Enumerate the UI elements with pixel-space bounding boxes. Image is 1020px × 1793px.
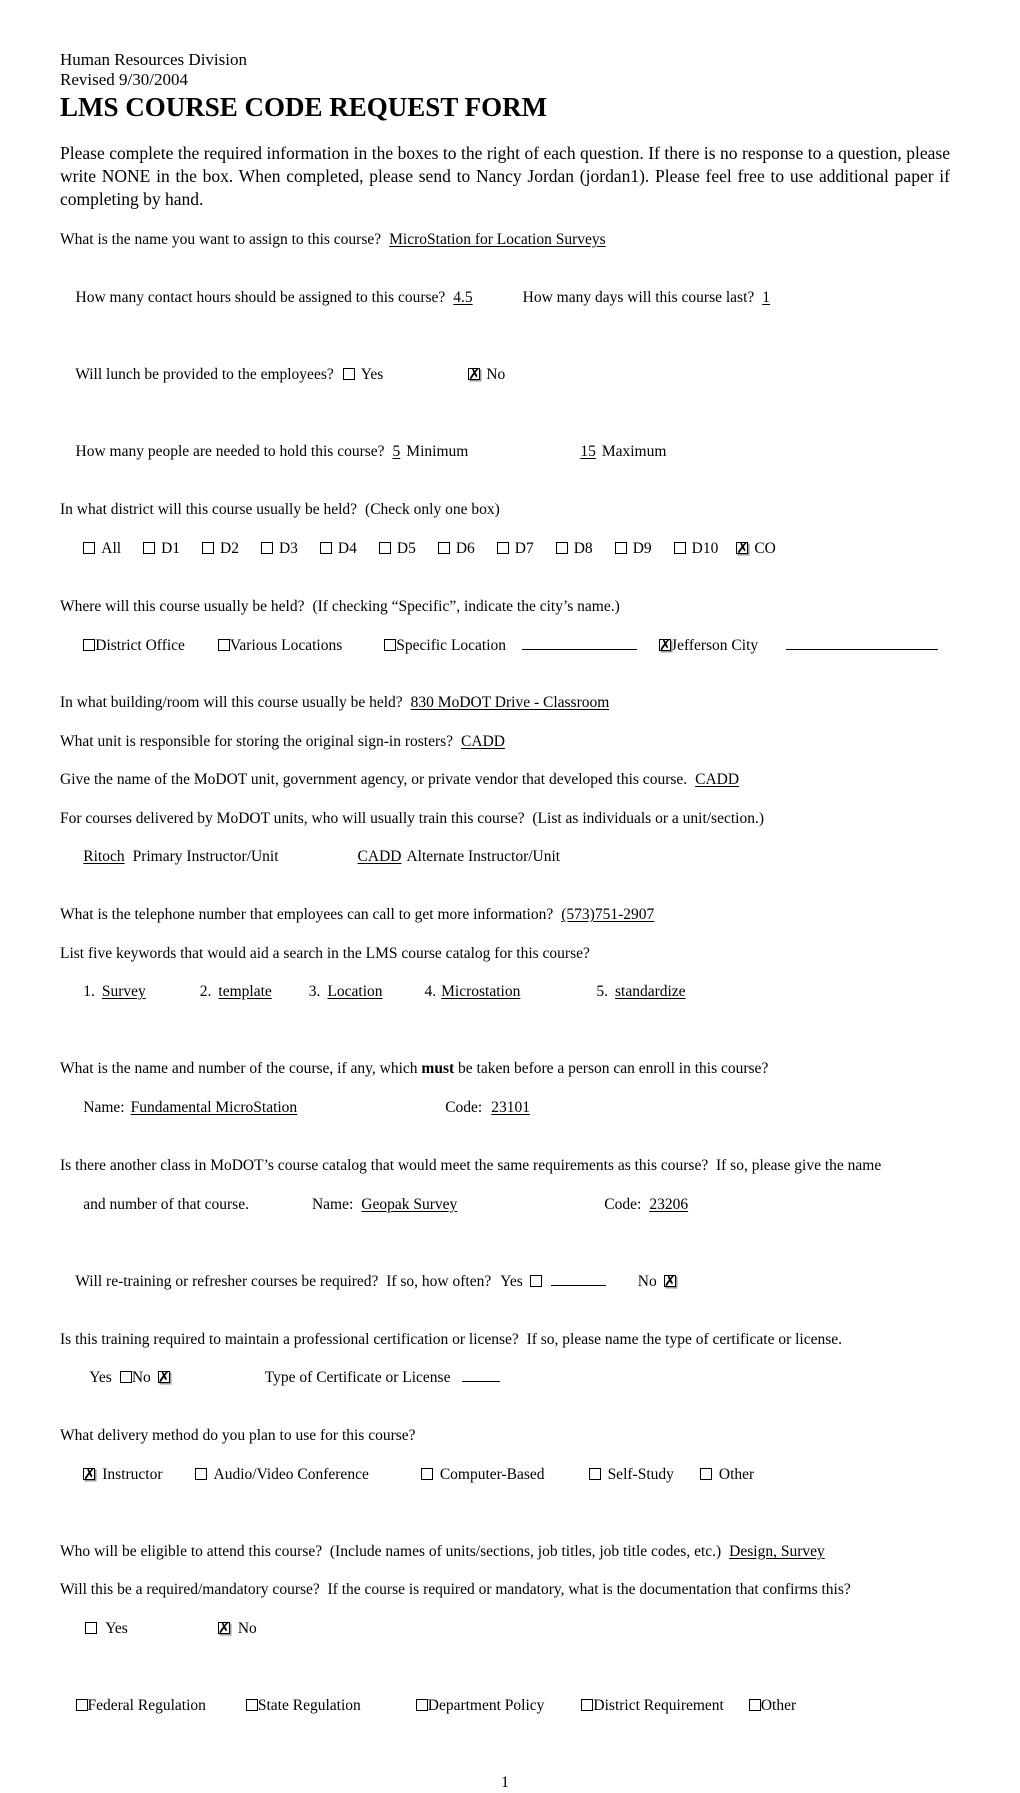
district-d10-checkbox[interactable]: [674, 542, 686, 554]
revised-line: Revised 9/30/2004: [60, 70, 188, 89]
q-building-label: In what building/room will this course usually be held?: [60, 694, 403, 712]
primary-instructor-label: Primary Instructor/Unit: [132, 848, 279, 866]
district-option-label: D7: [514, 539, 534, 557]
delivery-self-study-checkbox[interactable]: [589, 1468, 601, 1480]
where-option-label: Jefferson City: [671, 636, 759, 654]
certificate-type-label: Type of Certificate or License: [264, 1369, 451, 1387]
delivery-option-label: Audio/Video Conference: [213, 1466, 369, 1484]
q-mandatory: [60, 1580, 950, 1658]
documentation-option-label: Department Policy: [427, 1697, 545, 1715]
district-option-label: D10: [691, 539, 719, 557]
retraining-no-label: No: [637, 1272, 657, 1290]
q-keywords: [60, 944, 950, 1022]
district-d1-checkbox[interactable]: [143, 542, 155, 554]
q-rosters: [60, 732, 950, 751]
equivalent-row: [60, 1175, 950, 1233]
building-value[interactable]: 830 MoDOT Drive - Classroom: [410, 694, 610, 712]
certification-no-label: No: [131, 1369, 151, 1387]
q-contact-hours: [60, 268, 950, 326]
alternate-instructor-value[interactable]: CADD: [357, 848, 402, 866]
q-equivalent: [60, 1156, 950, 1234]
q-certification: [60, 1330, 950, 1408]
equivalent-name-label: Name:: [311, 1195, 354, 1213]
people-max-value[interactable]: 15: [580, 443, 596, 461]
district-options-row: [60, 519, 950, 577]
keyword-num: 5.: [596, 983, 608, 1001]
district-option-label: D2: [220, 539, 239, 557]
q-lunch-label: Will lunch be provided to the employees?: [75, 366, 334, 384]
eligible-value[interactable]: Design, Survey: [729, 1542, 825, 1560]
retraining-no-checkbox[interactable]: [664, 1275, 676, 1287]
doc-federal-regulation-checkbox[interactable]: [76, 1699, 88, 1711]
district-d7-checkbox[interactable]: [497, 542, 509, 554]
prerequisite-name-label: Name:: [83, 1099, 125, 1116]
equivalent-name-value[interactable]: Geopak Survey: [361, 1195, 458, 1213]
people-min-value[interactable]: 5: [392, 443, 401, 461]
district-d4-checkbox[interactable]: [320, 542, 332, 554]
district-option-label: D6: [455, 539, 475, 557]
certification-yes-label: Yes: [89, 1369, 112, 1387]
where-various-locations-checkbox[interactable]: [218, 639, 230, 651]
district-d2-checkbox[interactable]: [202, 542, 214, 554]
lunch-yes-label: Yes: [360, 366, 384, 384]
keyword-value[interactable]: Microstation: [441, 983, 521, 1001]
q-eligible-label: Who will be eligible to attend this course? (Include names of units/sections, job titles, job title codes, etc.): [60, 1542, 722, 1560]
q-trainers-label: For courses delivered by MoDOT units, who will usually train this course? (List as individuals or a unit/section.): [60, 809, 764, 827]
where-district-office-checkbox[interactable]: [83, 639, 95, 651]
form-title: LMS COURSE CODE REQUEST FORM: [60, 92, 548, 122]
district-option-label: D4: [337, 539, 357, 557]
vendor-value[interactable]: CADD: [695, 771, 740, 789]
documentation-options-row: [60, 1677, 950, 1735]
where-jefferson-city-checkbox[interactable]: [659, 639, 671, 651]
days-value[interactable]: 1: [762, 288, 771, 306]
documentation-option-label: District Requirement: [593, 1697, 724, 1715]
delivery-instructor-checkbox[interactable]: [83, 1468, 95, 1480]
q-building: [60, 693, 950, 712]
q-phone-label: What is the telephone number that employees can call to get more information?: [60, 906, 554, 924]
documentation-option-label: State Regulation: [257, 1697, 361, 1715]
contact-hours-value[interactable]: 4.5: [453, 288, 473, 306]
primary-instructor-value[interactable]: Ritoch: [83, 848, 125, 866]
q-prerequisite: What is the name and number of the course, if any, which must be taken before a person can enroll in this course? Name: Fundamental MicroStation Code: 23101: [60, 1059, 950, 1137]
q-keywords-label: List five keywords that would aid a search in the LMS course catalog for this course?: [60, 944, 590, 962]
mandatory-yes-label: Yes: [105, 1620, 128, 1638]
retraining-how-often-blank[interactable]: [551, 1273, 606, 1286]
page-number: 1: [501, 1774, 509, 1792]
certification-no-checkbox[interactable]: [158, 1371, 170, 1383]
keyword-num: 1.: [83, 983, 95, 1001]
equivalent-code-label: Code:: [604, 1195, 642, 1213]
q-delivery: [60, 1426, 950, 1504]
mandatory-row: [60, 1600, 950, 1658]
intro-paragraph: Please complete the required information in the boxes to the right of each question. If there is no response to a question, please write NONE in the box. When completed, please send to Nancy Jordan (jordan1). Please feel free to use additional paper if completing by hand.: [60, 143, 950, 209]
district-co-checkbox[interactable]: [736, 542, 748, 554]
keyword-value[interactable]: Location: [327, 983, 383, 1001]
lunch-no-checkbox[interactable]: [468, 368, 480, 380]
q-eligible: [60, 1542, 950, 1561]
people-max-label: Maximum: [601, 443, 667, 461]
doc-state-regulation-checkbox[interactable]: [246, 1699, 258, 1711]
doc-other-checkbox[interactable]: [749, 1699, 761, 1711]
phone-value[interactable]: (573)751-2907: [561, 906, 655, 924]
q-certification-label: Is this training required to maintain a professional certification or license? If so, please name the type of certificate or license.: [60, 1330, 843, 1348]
q-district: [60, 500, 950, 578]
where-options-row: [60, 616, 950, 674]
equivalent-code-value[interactable]: 23206: [649, 1195, 689, 1213]
delivery-av-conference-checkbox[interactable]: [195, 1468, 207, 1480]
district-option-label: D8: [573, 539, 593, 557]
q-retraining: [60, 1252, 950, 1310]
district-option-label: D5: [396, 539, 416, 557]
district-option-label: D1: [161, 539, 181, 557]
district-option-label: All: [101, 539, 122, 557]
q-course-name-label: What is the name you want to assign to this course?: [60, 231, 382, 248]
keyword-num: 2.: [199, 983, 212, 1001]
prerequisite-name-value[interactable]: Fundamental MicroStation: [130, 1099, 298, 1116]
q-prerequisite-label-bold: must: [421, 1060, 455, 1078]
q-trainers: [60, 809, 950, 887]
district-d5-checkbox[interactable]: [379, 542, 391, 554]
retraining-yes-checkbox[interactable]: [530, 1275, 542, 1287]
certification-row: [60, 1349, 950, 1407]
q-mandatory-label: Will this be a required/mandatory course? If the course is required or mandatory, what is the documentation that confirms this?: [60, 1581, 851, 1599]
certification-yes-checkbox[interactable]: [120, 1371, 132, 1383]
q-where-hint: (If checking “Specific”, indicate the city’s name.): [312, 597, 620, 615]
q-course-name: [60, 230, 950, 249]
people-min-label: Minimum: [406, 443, 469, 461]
document-header: [60, 50, 950, 122]
where-option-label: Specific Location: [396, 636, 507, 654]
delivery-options-row: [60, 1446, 950, 1504]
delivery-option-label: Computer-Based: [439, 1466, 545, 1484]
specific-location-blank[interactable]: [522, 637, 637, 650]
delivery-option-label: Self-Study: [607, 1466, 674, 1484]
q-where: [60, 597, 950, 675]
q-district-label: In what district will this course usually be held?: [60, 501, 358, 519]
q-people-label: How many people are needed to hold this course?: [75, 443, 385, 461]
documentation-option-label: Federal Regulation: [87, 1697, 206, 1715]
q-equivalent-label-line2: and number of that course.: [83, 1195, 249, 1213]
q-vendor: [60, 770, 950, 789]
course-name-value[interactable]: MicroStation for Location Surveys: [389, 231, 606, 248]
q-vendor-label: Give the name of the MoDOT unit, government agency, or private vendor that developed this course.: [60, 771, 688, 789]
district-d9-checkbox[interactable]: [615, 542, 627, 554]
q-contact-hours-label: How many contact hours should be assigned to this course?: [75, 288, 446, 306]
where-option-label: District Office: [95, 636, 185, 654]
mandatory-no-label: No: [237, 1620, 257, 1638]
prerequisite-row: [60, 1079, 950, 1137]
keyword-num: 3.: [308, 983, 321, 1001]
district-d8-checkbox[interactable]: [556, 542, 568, 554]
q-lunch: [60, 346, 950, 404]
q-retraining-label: Will re-training or refresher courses be required? If so, how often?: [75, 1272, 492, 1290]
prerequisite-code-label: Code:: [445, 1099, 483, 1116]
q-where-label: Where will this course usually be held?: [60, 597, 305, 615]
q-phone: [60, 905, 950, 924]
where-specific-location-checkbox[interactable]: [384, 639, 396, 651]
rosters-value[interactable]: CADD: [461, 732, 505, 750]
district-option-label: D3: [278, 539, 298, 557]
where-option-label: Various Locations: [229, 636, 343, 654]
keyword-num: 4.: [424, 983, 437, 1001]
doc-department-policy-checkbox[interactable]: [416, 1699, 428, 1711]
prerequisite-code-value[interactable]: 23101: [491, 1099, 530, 1116]
delivery-computer-based-checkbox[interactable]: [421, 1468, 433, 1480]
q-days-label: How many days will this course last?: [522, 288, 755, 306]
division-line: Human Resources Division: [60, 50, 247, 69]
q-rosters-label: What unit is responsible for storing the original sign-in rosters?: [60, 732, 454, 750]
district-d3-checkbox[interactable]: [261, 542, 273, 554]
q-people: [60, 423, 950, 481]
delivery-option-label: Instructor: [102, 1466, 163, 1484]
doc-district-requirement-checkbox[interactable]: [581, 1699, 593, 1711]
keyword-value[interactable]: Survey: [101, 983, 146, 1001]
keyword-value[interactable]: template: [218, 983, 272, 1001]
delivery-other-checkbox[interactable]: [700, 1468, 712, 1480]
district-option-label: CO: [754, 539, 776, 557]
q-equivalent-label-line1: Is there another class in MoDOT’s course catalog that would meet the same requirements as this course? If so, please give the name: [60, 1156, 882, 1174]
q-district-hint: (Check only one box): [365, 501, 500, 519]
retraining-yes-label: Yes: [500, 1272, 523, 1290]
mandatory-yes-checkbox[interactable]: [85, 1622, 97, 1634]
district-d6-checkbox[interactable]: [438, 542, 450, 554]
keyword-value[interactable]: standardize: [614, 983, 686, 1001]
q-prerequisite-label: What is the name and number of the course, if any, which: [60, 1060, 422, 1078]
q-delivery-label: What delivery method do you plan to use for this course?: [60, 1427, 416, 1445]
documentation-option-label: Other: [760, 1697, 797, 1715]
district-all-checkbox[interactable]: [83, 542, 95, 554]
certificate-type-blank[interactable]: [462, 1369, 500, 1382]
mandatory-no-checkbox[interactable]: [218, 1622, 230, 1634]
keywords-row: [60, 963, 950, 1021]
city-name-blank[interactable]: [786, 637, 938, 650]
delivery-option-label: Other: [718, 1466, 755, 1484]
district-option-label: D9: [632, 539, 652, 557]
trainers-row: [60, 828, 950, 886]
lunch-yes-checkbox[interactable]: [343, 368, 355, 380]
alternate-instructor-label: Alternate Instructor/Unit: [406, 848, 561, 866]
lunch-no-label: No: [486, 366, 506, 384]
